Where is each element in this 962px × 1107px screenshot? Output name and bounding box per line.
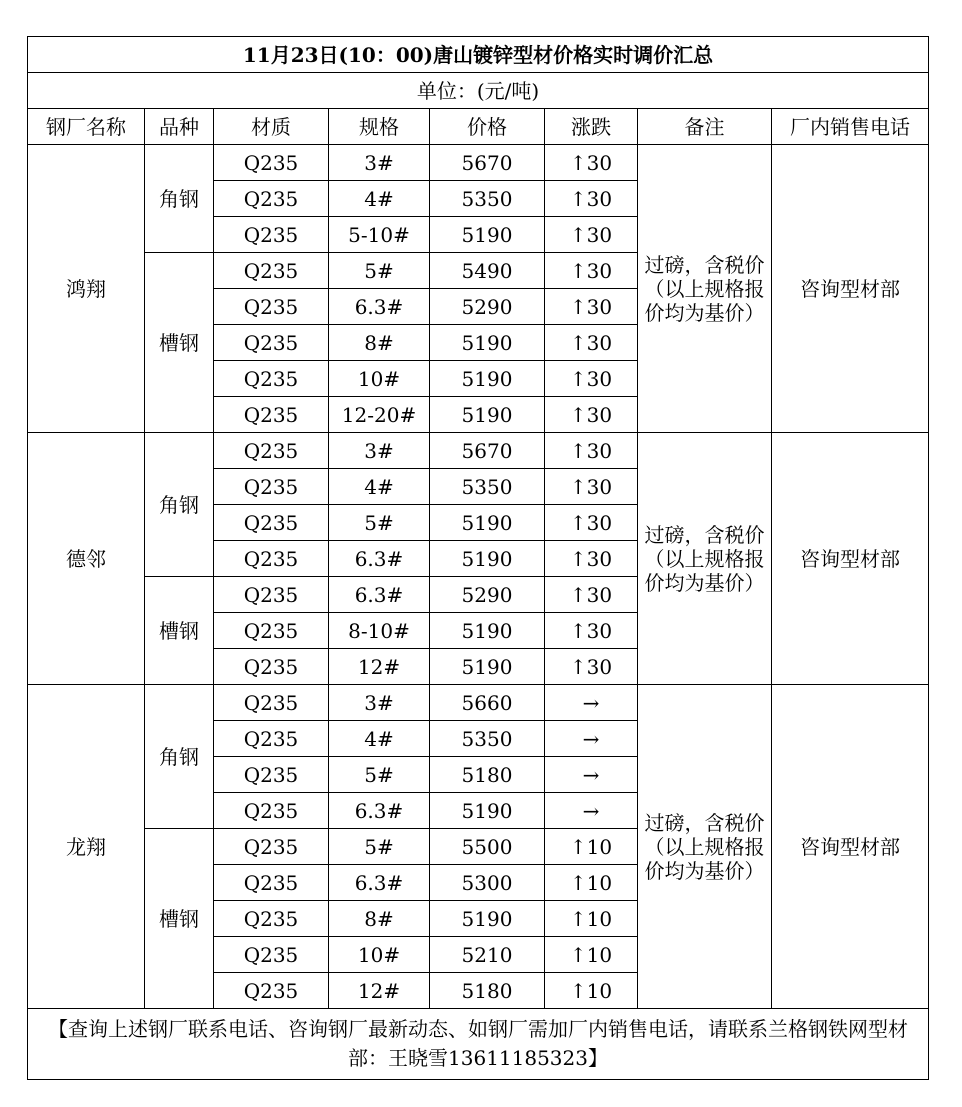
product-type: 槽钢: [145, 577, 214, 685]
footer-contact: 【查询上述钢厂联系电话、咨询钢厂最新动态、如钢厂需加厂内销售电话，请联系兰格钢铁网型材部：王晓雪13611185323】: [28, 1009, 929, 1080]
product-type: 槽钢: [145, 829, 214, 1009]
note-cell: 过磅，含税价（以上规格报价均为基价）: [638, 145, 772, 433]
price-cell: 5190: [430, 397, 545, 433]
change-cell: ↑30: [545, 541, 638, 577]
price-cell: 5290: [430, 289, 545, 325]
price-cell: 5180: [430, 973, 545, 1009]
material-cell: Q235: [214, 721, 329, 757]
spec-cell: 4#: [329, 721, 430, 757]
spec-cell: 6.3#: [329, 865, 430, 901]
material-cell: Q235: [214, 253, 329, 289]
price-cell: 5190: [430, 649, 545, 685]
spec-cell: 8#: [329, 901, 430, 937]
material-cell: Q235: [214, 361, 329, 397]
price-cell: 5490: [430, 253, 545, 289]
material-cell: Q235: [214, 397, 329, 433]
material-cell: Q235: [214, 433, 329, 469]
spec-cell: 6.3#: [329, 793, 430, 829]
mill-name: 鸿翔: [28, 145, 145, 433]
change-cell: ↑30: [545, 253, 638, 289]
unit-label: 单位：(元/吨): [28, 73, 929, 109]
material-cell: Q235: [214, 973, 329, 1009]
header-material: 材质: [214, 109, 329, 145]
change-cell: ↑30: [545, 217, 638, 253]
change-cell: ↑30: [545, 469, 638, 505]
spec-cell: 10#: [329, 937, 430, 973]
change-cell: ↑10: [545, 901, 638, 937]
spec-cell: 4#: [329, 181, 430, 217]
change-cell: ↑30: [545, 361, 638, 397]
product-type: 角钢: [145, 433, 214, 577]
table-row: [28, 145, 929, 181]
price-cell: 5190: [430, 361, 545, 397]
price-cell: 5350: [430, 721, 545, 757]
spec-cell: 8-10#: [329, 613, 430, 649]
spec-cell: 5#: [329, 505, 430, 541]
material-cell: Q235: [214, 937, 329, 973]
price-cell: 5670: [430, 145, 545, 181]
price-cell: 5300: [430, 865, 545, 901]
header-note: 备注: [638, 109, 772, 145]
change-cell: ↑30: [545, 397, 638, 433]
header-spec: 规格: [329, 109, 430, 145]
price-cell: 5190: [430, 613, 545, 649]
material-cell: Q235: [214, 901, 329, 937]
spec-cell: 5#: [329, 253, 430, 289]
phone-cell: 咨询型材部: [772, 433, 929, 685]
table-title: 11月23日(10：00)唐山镀锌型材价格实时调价汇总: [28, 37, 929, 73]
price-cell: 5190: [430, 541, 545, 577]
spec-cell: 5#: [329, 757, 430, 793]
price-cell: 5190: [430, 505, 545, 541]
phone-cell: 咨询型材部: [772, 145, 929, 433]
spec-cell: 4#: [329, 469, 430, 505]
table-row: [28, 433, 929, 469]
change-cell: ↑30: [545, 613, 638, 649]
price-cell: 5350: [430, 181, 545, 217]
spec-cell: 6.3#: [329, 541, 430, 577]
material-cell: Q235: [214, 865, 329, 901]
spec-cell: 6.3#: [329, 577, 430, 613]
material-cell: Q235: [214, 757, 329, 793]
change-cell: ↑30: [545, 577, 638, 613]
material-cell: Q235: [214, 541, 329, 577]
material-cell: Q235: [214, 505, 329, 541]
change-cell: →: [545, 721, 638, 757]
spec-cell: 3#: [329, 433, 430, 469]
price-cell: 5190: [430, 901, 545, 937]
table-row: [28, 685, 929, 721]
material-cell: Q235: [214, 217, 329, 253]
price-cell: 5350: [430, 469, 545, 505]
material-cell: Q235: [214, 289, 329, 325]
price-table: [27, 36, 929, 1080]
change-cell: ↑30: [545, 505, 638, 541]
change-cell: ↑30: [545, 145, 638, 181]
note-cell: 过磅，含税价（以上规格报价均为基价）: [638, 685, 772, 1009]
change-cell: ↑10: [545, 865, 638, 901]
change-cell: →: [545, 685, 638, 721]
material-cell: Q235: [214, 145, 329, 181]
spec-cell: 10#: [329, 361, 430, 397]
spec-cell: 8#: [329, 325, 430, 361]
price-cell: 5190: [430, 325, 545, 361]
price-cell: 5500: [430, 829, 545, 865]
material-cell: Q235: [214, 685, 329, 721]
price-cell: 5190: [430, 793, 545, 829]
material-cell: Q235: [214, 325, 329, 361]
phone-cell: 咨询型材部: [772, 685, 929, 1009]
header-row: [28, 109, 929, 145]
product-type: 角钢: [145, 685, 214, 829]
spec-cell: 12#: [329, 973, 430, 1009]
material-cell: Q235: [214, 793, 329, 829]
material-cell: Q235: [214, 577, 329, 613]
mill-name: 龙翔: [28, 685, 145, 1009]
header-type: 品种: [145, 109, 214, 145]
header-change: 涨跌: [545, 109, 638, 145]
price-cell: 5290: [430, 577, 545, 613]
mill-name: 德邻: [28, 433, 145, 685]
price-cell: 5180: [430, 757, 545, 793]
price-cell: 5660: [430, 685, 545, 721]
price-cell: 5190: [430, 217, 545, 253]
spec-cell: 3#: [329, 145, 430, 181]
change-cell: ↑30: [545, 181, 638, 217]
material-cell: Q235: [214, 829, 329, 865]
change-cell: →: [545, 757, 638, 793]
spec-cell: 5#: [329, 829, 430, 865]
price-cell: 5670: [430, 433, 545, 469]
header-mill: 钢厂名称: [28, 109, 145, 145]
product-type: 角钢: [145, 145, 214, 253]
header-price: 价格: [430, 109, 545, 145]
change-cell: ↑30: [545, 649, 638, 685]
material-cell: Q235: [214, 469, 329, 505]
material-cell: Q235: [214, 181, 329, 217]
change-cell: ↑30: [545, 289, 638, 325]
material-cell: Q235: [214, 649, 329, 685]
price-cell: 5210: [430, 937, 545, 973]
product-type: 槽钢: [145, 253, 214, 433]
spec-cell: 6.3#: [329, 289, 430, 325]
change-cell: ↑10: [545, 829, 638, 865]
change-cell: ↑10: [545, 937, 638, 973]
header-phone: 厂内销售电话: [772, 109, 929, 145]
change-cell: ↑30: [545, 325, 638, 361]
change-cell: →: [545, 793, 638, 829]
note-cell: 过磅，含税价（以上规格报价均为基价）: [638, 433, 772, 685]
change-cell: ↑10: [545, 973, 638, 1009]
spec-cell: 3#: [329, 685, 430, 721]
material-cell: Q235: [214, 613, 329, 649]
spec-cell: 5-10#: [329, 217, 430, 253]
spec-cell: 12#: [329, 649, 430, 685]
spec-cell: 12-20#: [329, 397, 430, 433]
change-cell: ↑30: [545, 433, 638, 469]
